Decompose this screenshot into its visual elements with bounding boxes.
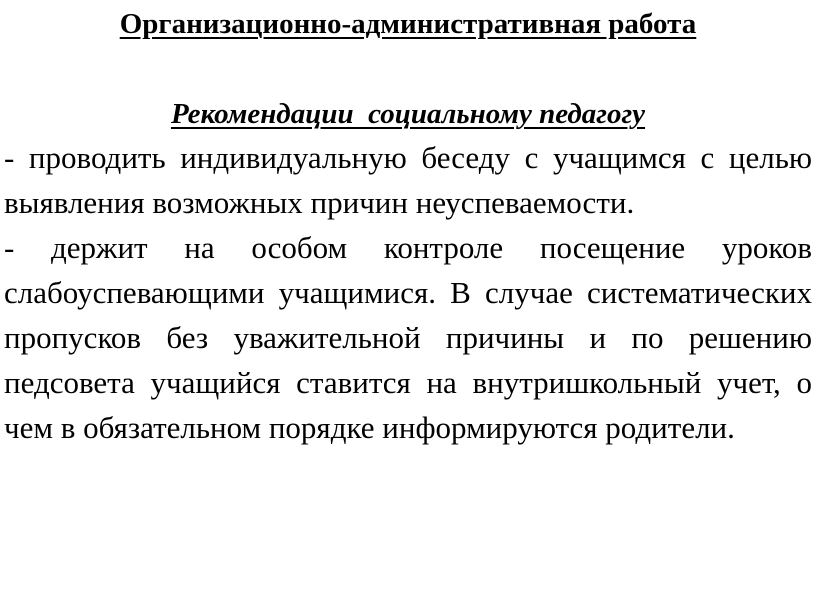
- recommendations-text: [4, 135, 812, 450]
- recommendation-paragraph-1: - проводить индивидуальную беседу с учащимся с целью выявления возможных причин неуспеваемости.: [4, 140, 812, 220]
- page-title: Организационно-административная работа: [119, 8, 697, 40]
- section-subtitle: Рекомендации социальному педагогу: [170, 98, 646, 130]
- recommendation-paragraph-2: - держит на особом контроле посещение уроков слабоуспевающими учащимися. В случае систематических пропусков без уважительной причины и по решению педсовета учащийся ставится на внутришкольный учет, о чем в обязательном порядке информируются родители.: [4, 230, 812, 445]
